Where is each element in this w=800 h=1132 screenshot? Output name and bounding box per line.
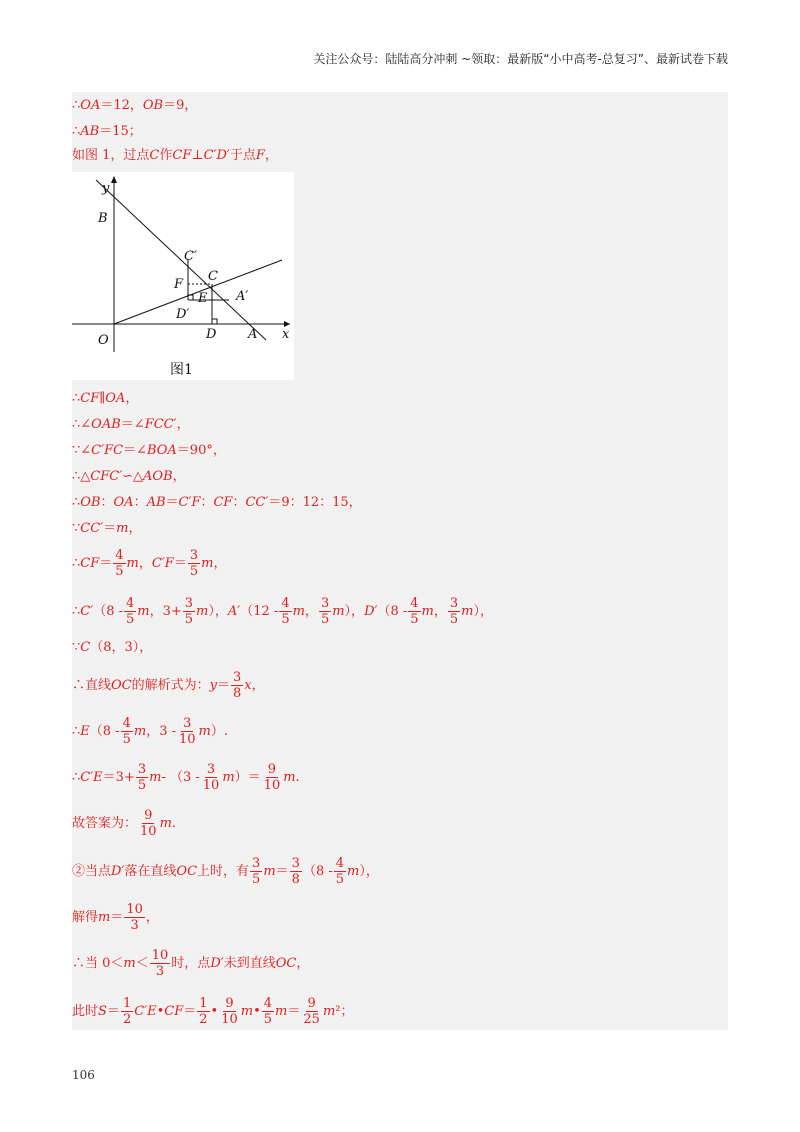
fraction: $\frac{3}{10}$	[202, 762, 220, 793]
solution-line-12: ∵ C （8，3），	[72, 640, 153, 655]
fraction: $\frac{9}{10}$	[140, 808, 157, 839]
solution-line-2: ∴ AB ＝15；	[72, 124, 142, 139]
solution-line-13: ∴直线 OC 的解析式为： y ＝ $\frac{3}{8}$ x ，	[72, 670, 265, 701]
solution-line-3: 如图 1，过点 C 作 CF ⊥ C′D′ 于点 F ，	[72, 148, 278, 163]
right-angle-d	[212, 319, 217, 324]
solution-line-6: ∵∠ C′FC ＝∠ BOA ＝90°，	[72, 443, 226, 458]
fraction: $\frac{1}{2}$	[122, 996, 132, 1027]
fraction: $\frac{3}{5}$	[189, 548, 199, 579]
solution-line-16: 故答案为： $\frac{9}{10}$ m .	[72, 808, 177, 839]
y-axis-arrow	[111, 176, 117, 183]
solution-line-17: ②当点 D′ 落在直线 OC 上时，有 $\frac{3}{5}$ m ＝ $\frac{3}{8}$ （8 - $\frac{4}{5}$ m ），	[72, 856, 379, 887]
fraction: $\frac{10}{3}$	[151, 948, 169, 979]
label-e: E	[198, 291, 208, 306]
fraction: $\frac{3}{5}$	[184, 596, 194, 627]
solution-line-7: ∴△ CFC′ ∽△ AOB ，	[72, 469, 186, 484]
fraction: $\frac{3}{10}$	[178, 716, 196, 747]
solution-line-15: ∴ C′E ＝3+ $\frac{3}{5}$ m - （3 - $\frac{3}{10}$ m ）＝ $\frac{9}{10}$ m .	[72, 762, 300, 793]
fraction: $\frac{4}{5}$	[281, 596, 290, 627]
label-x: x	[282, 327, 290, 342]
solution-line-20: 此时 S ＝ $\frac{1}{2}$ C′E • CF ＝ $\frac{1}{2}$ • $\frac{9}{10}$ m • $\frac{4}{5}$ m ＝ $\frac{9}{25}$ m ²；	[72, 996, 354, 1027]
figure-diagram	[72, 172, 294, 380]
fraction: $\frac{4}{5}$	[115, 548, 124, 579]
fraction: $\frac{4}{5}$	[125, 596, 135, 627]
fraction: $\frac{1}{2}$	[199, 996, 208, 1027]
label-y: y	[102, 181, 110, 196]
fraction: $\frac{4}{5}$	[122, 716, 131, 747]
geometry-figure	[72, 172, 294, 380]
label-b: B	[98, 211, 108, 226]
figure-caption: 图1	[170, 362, 193, 378]
solution-line-19: ∴当 0＜ m ＜ $\frac{10}{3}$ 时，点 D′ 未到直线 OC ，	[72, 948, 310, 979]
label-a-prime: A′	[236, 289, 249, 304]
fraction: $\frac{9}{25}$	[303, 996, 320, 1027]
fraction: $\frac{3}{5}$	[320, 596, 330, 627]
fraction: $\frac{3}{8}$	[291, 856, 300, 887]
solution-line-5: ∴∠ OAB ＝∠ FCC′ ，	[72, 417, 190, 432]
fraction: $\frac{3}{5}$	[137, 762, 147, 793]
solution-line-4: ∴ CF ∥ OA ，	[72, 391, 139, 406]
solution-line-9: ∵ CC′ ＝ m ，	[72, 521, 142, 536]
page-header: 关注公众号：陆陆高分冲刺 ~领取：最新版“小中高考-总复习”、最新试卷下载	[313, 52, 728, 66]
fraction: $\frac{4}{5}$	[410, 596, 419, 627]
label-d-prime: D′	[176, 307, 190, 322]
fraction: $\frac{4}{5}$	[335, 856, 345, 887]
label-c: C	[208, 269, 218, 284]
fraction: $\frac{9}{10}$	[263, 762, 281, 793]
solution-line-10: ∴ CF ＝ $\frac{4}{5}$ m ， C′F ＝ $\frac{3}{5}$ m ，	[72, 548, 227, 579]
page-number: 106	[72, 1068, 95, 1082]
solution-line-11: ∴ C′ （8 - $\frac{4}{5}$ m ，3+ $\frac{3}{5}$ m ）， A′ （12 - $\frac{4}{5}$ m ， $\frac{3}{5}$ m ）， D′ （8 - $\frac{4}{5}$ m ， $\frac{3}{5}$ m ），	[72, 596, 493, 627]
label-c-prime: C′	[184, 249, 197, 264]
fraction: $\frac{3}{5}$	[449, 596, 459, 627]
fraction: $\frac{3}{5}$	[252, 856, 261, 887]
solution-line-14: ∴ E （8 - $\frac{4}{5}$ m ，3 - $\frac{3}{10}$ m ）.	[72, 716, 228, 747]
label-a: A	[248, 327, 258, 342]
label-d: D	[206, 327, 217, 342]
fraction: $\frac{10}{3}$	[126, 902, 143, 933]
solution-line-18: 解得 m ＝ $\frac{10}{3}$ ，	[72, 902, 159, 933]
fraction: $\frac{9}{10}$	[221, 996, 238, 1027]
solution-line-8: ∴ OB ： OA ： AB ＝ C′F ： CF ： CC′ ＝9：12：15，	[72, 495, 362, 510]
solution-line-1: ∴ OA ＝12， OB ＝9，	[72, 98, 198, 113]
label-f: F	[174, 277, 184, 292]
label-o: O	[98, 333, 109, 348]
fraction: $\frac{4}{5}$	[263, 996, 273, 1027]
fraction: $\frac{3}{8}$	[233, 670, 242, 701]
